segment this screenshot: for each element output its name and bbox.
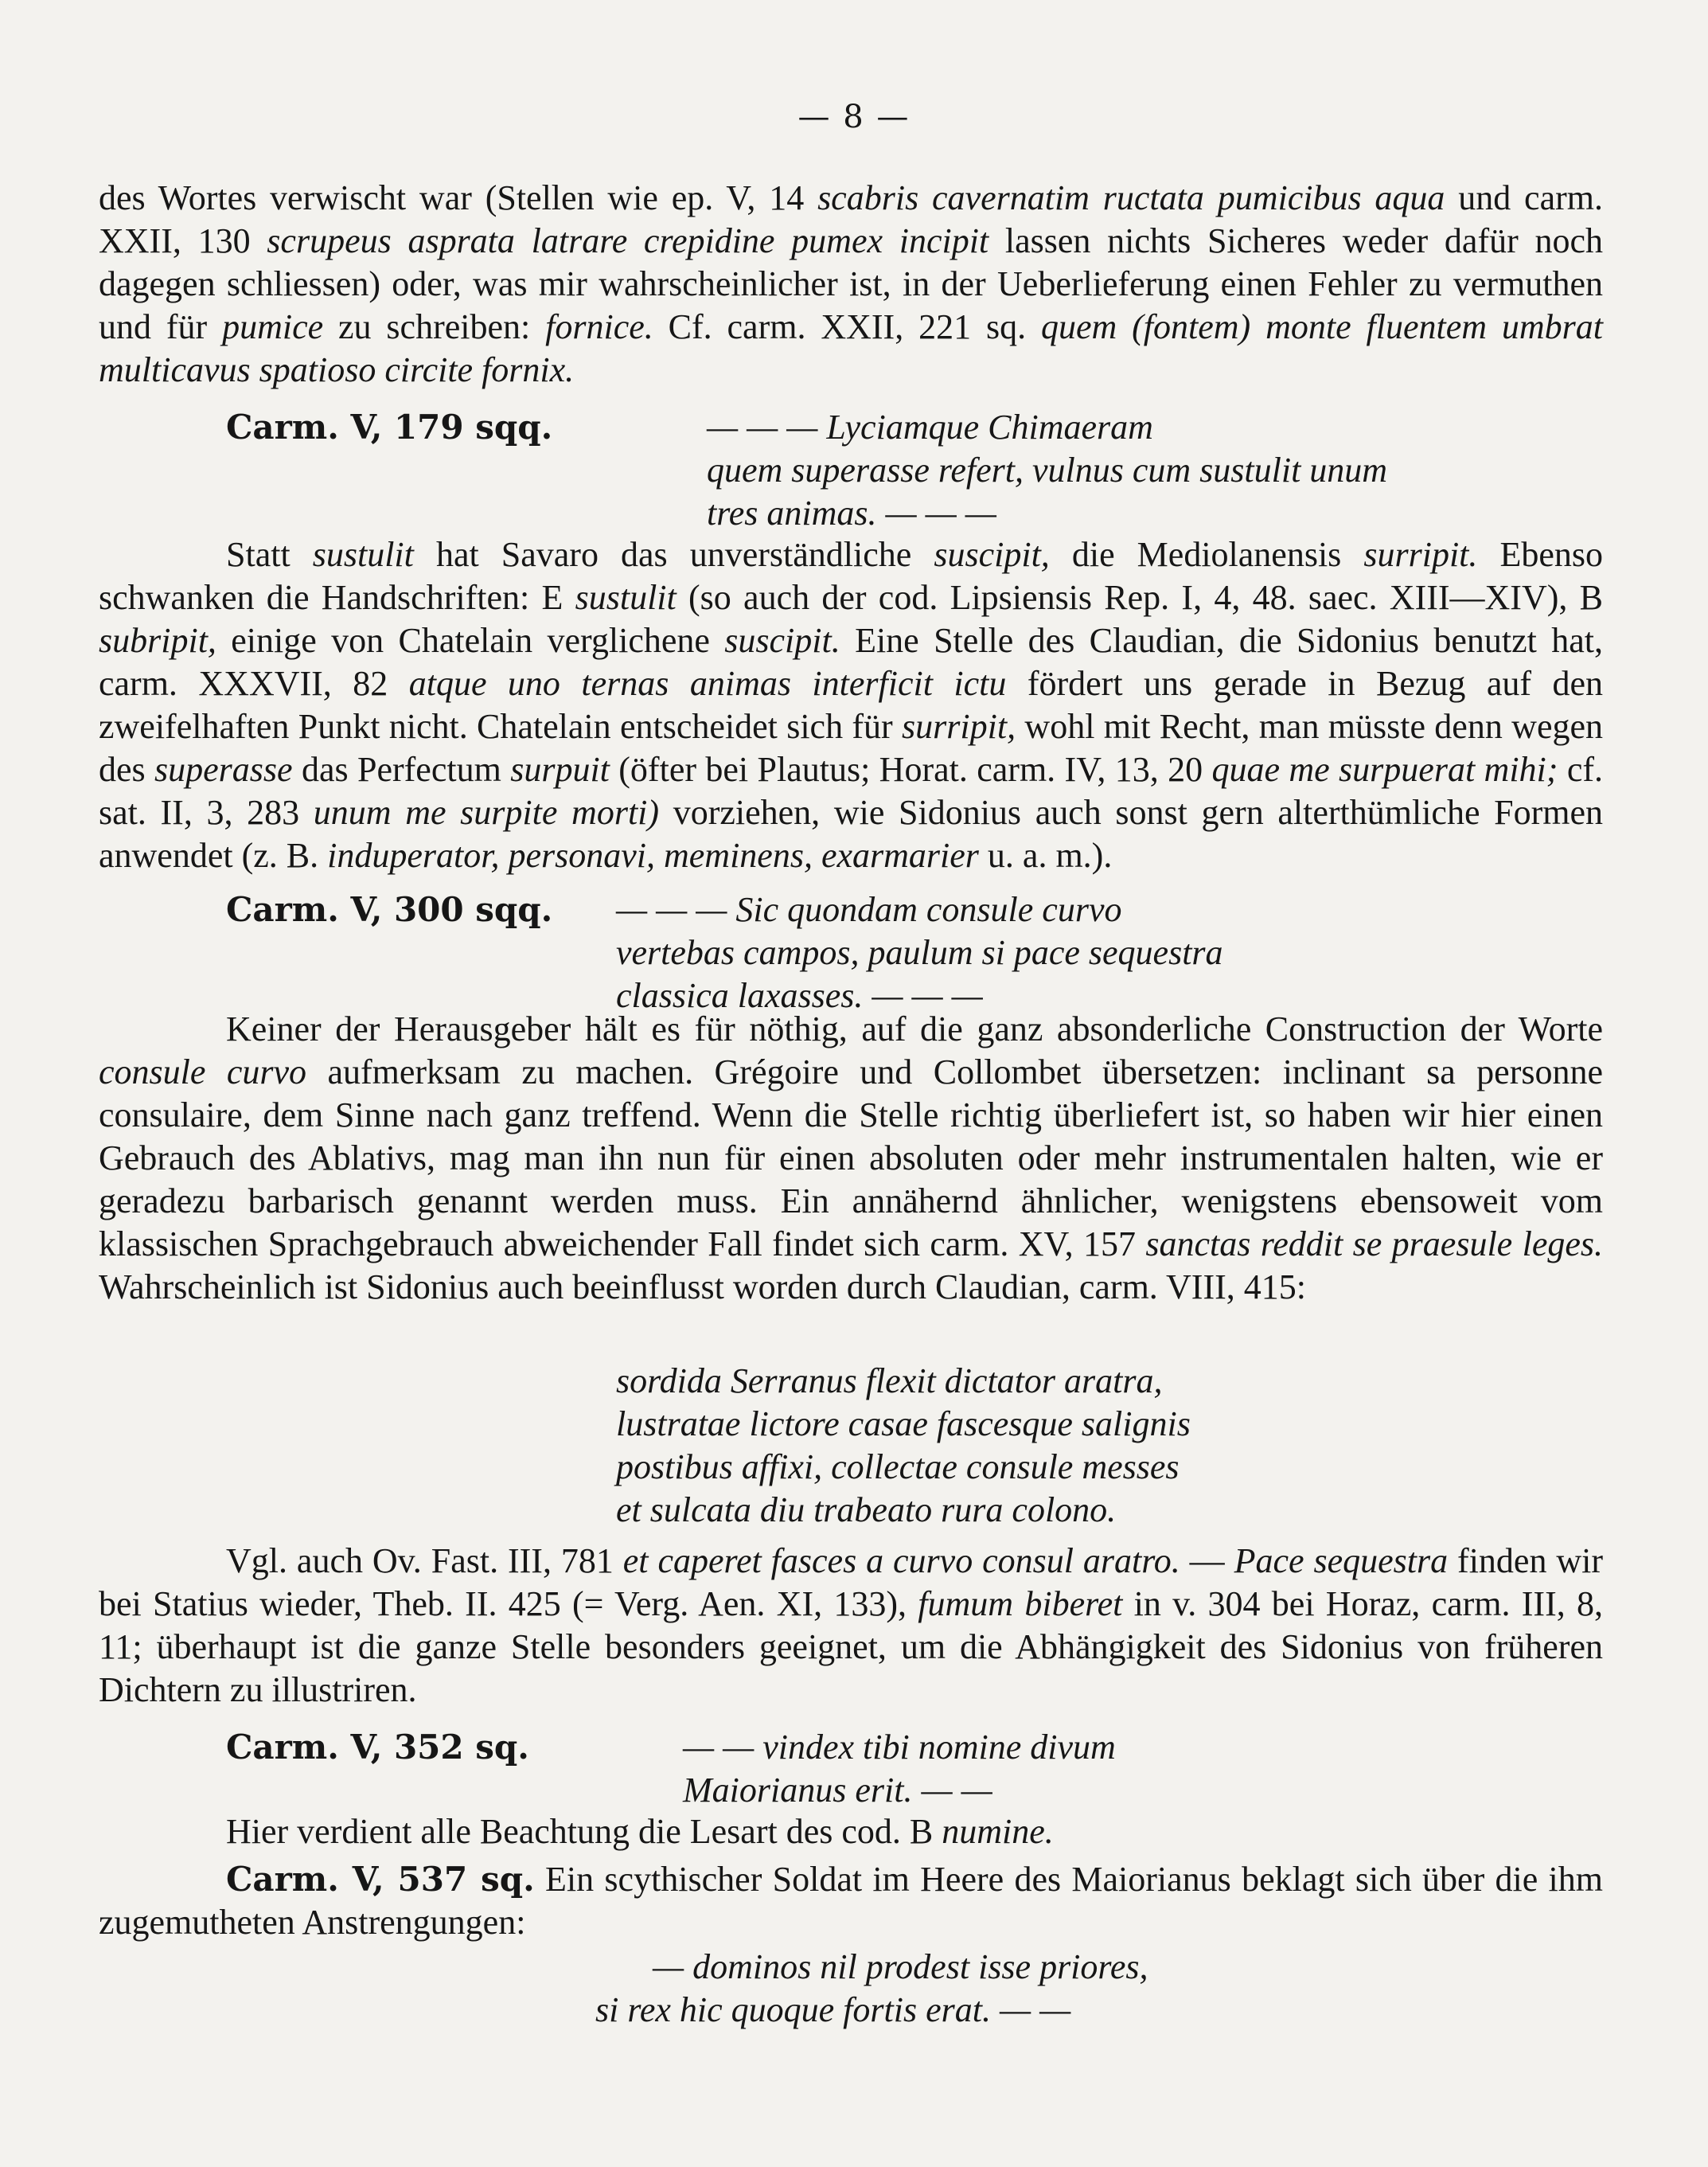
section-heading-300: Carm. V, 300 sqq. [226, 890, 553, 929]
paragraph-1: des Wortes verwischt war (Stellen wie ep. V, 14 scabris cavernatim ructata pumicibus aqua und carm. XXII, 130 scrupeus asprata latrare crepidine pumex incipit lassen nichts Sicheres weder dafür noch dagegen schliessen) oder, was mir wahrscheinlicher ist, in der Ueberlieferung einen Fehler zu vermuthen und für pumice zu schreiben: fornice. Cf. carm. XXII, 221 sq. quem (fontem) monte fluentem umbrat multicavus spatioso circite fornix. [99, 178, 1604, 389]
verse-line: quem superasse refert, vulnus cum sustulit unum [707, 451, 1388, 490]
verse-line: Maiorianus erit. — — [683, 1771, 992, 1810]
paragraph-3: Keiner der Herausgeber hält es für nöthig, auf die ganz absonderliche Construction der Worte consule curvo aufmerksam zu machen. Grégoire und Collombet übersetzen: inclinant sa personne consulaire, dem Sinne nach ganz treffend. Wenn die Stelle richtig überliefert ist, so haben wir hier einen Gebrauch des Ablativs, mag man ihn nun für einen absoluten oder mehr instrumentalen halten, wie er geradezu barbarisch genannt werden muss. Ein annähernd ähnlicher, wenigstens ebensoweit vom klassischen Sprachgebrauch abweichender Fall findet sich carm. XV, 157 sanctas reddit se praesule leges. Wahrscheinlich ist Sidonius auch beeinflusst worden durch Claudian, carm. VIII, 415: [99, 1009, 1603, 1306]
verse-line: — dominos nil prodest isse priores, [653, 1947, 1148, 1986]
quote-line: sordida Serranus flexit dictator aratra, [616, 1361, 1163, 1400]
section-heading-537: Carm. V, 537 sq. [226, 1860, 535, 1899]
quote-line: lustratae lictore casae fascesque salignis [616, 1404, 1191, 1443]
paragraph-4: Vgl. auch Ov. Fast. III, 781 et caperet fasces a curvo consul aratro. — Pace sequestra finden wir bei Statius wieder, Theb. II. 425 (= Verg. Aen. XI, 133), fumum biberet in v. 304 bei Horaz, carm. III, 8, 11; überhaupt ist die ganze Stelle besonders geeignet, um die Abhängigkeit des Sidonius von früheren Dichtern zu illustriren. [99, 1541, 1604, 1709]
verse-line: — — vindex tibi nomine divum [683, 1728, 1116, 1767]
quote-line: postibus affixi, collectae consule messes [616, 1447, 1180, 1486]
verse-line: — — — Sic quondam consule curvo [616, 890, 1122, 929]
paragraph-2: Statt sustulit hat Savaro das unverständliche suscipit, die Mediolanensis surripit. Ebenso schwanken die Handschriften: E sustulit (so auch der cod. Lipsiensis Rep. I, 4, 48. saec. XIII—XIV), B subripit, einige von Chatelain verglichene suscipit. Eine Stelle des Claudian, die Sidonius benutzt hat, carm. XXXVII, 82 atque uno ternas animas interficit ictu fördert uns gerade in Bezug auf den zweifelhaften Punkt nicht. Chatelain entscheidet sich für surripit, wohl mit Recht, man müsste denn wegen des superasse das Perfectum surpuit (öfter bei Plautus; Horat. carm. IV, 13, 20 quae me surpuerat mihi; cf. sat. II, 3, 283 unum me surpite morti) vorziehen, wie Sidonius auch sonst gern alterthümliche Formen anwendet (z. B. induperator, personavi, meminens, exarmarier u. a. m.). [99, 535, 1604, 875]
verse-line: — — — Lyciamque Chimaeram [707, 408, 1153, 447]
verse-line: vertebas campos, paulum si pace sequestra [616, 933, 1223, 972]
verse-line: tres animas. — — — [707, 494, 996, 533]
section-heading-352: Carm. V, 352 sq. [226, 1728, 529, 1767]
paragraph-5: Hier verdient alle Beachtung die Lesart des cod. B numine. [226, 1812, 1054, 1851]
verse-line: si rex hic quoque fortis erat. — — [595, 1990, 1071, 2029]
verse-line: classica laxasses. — — — [616, 976, 983, 1015]
page-number: — 8 — [797, 99, 911, 135]
section-heading-179: Carm. V, 179 sqq. [226, 408, 553, 447]
paragraph-6: Carm. V, 537 sq. Ein scythischer Soldat im Heere des Maiorianus beklagt sich über die ihm zugemutheten Anstrengungen: [99, 1860, 1604, 1942]
quote-line: et sulcata diu trabeato rura colono. [616, 1490, 1117, 1529]
